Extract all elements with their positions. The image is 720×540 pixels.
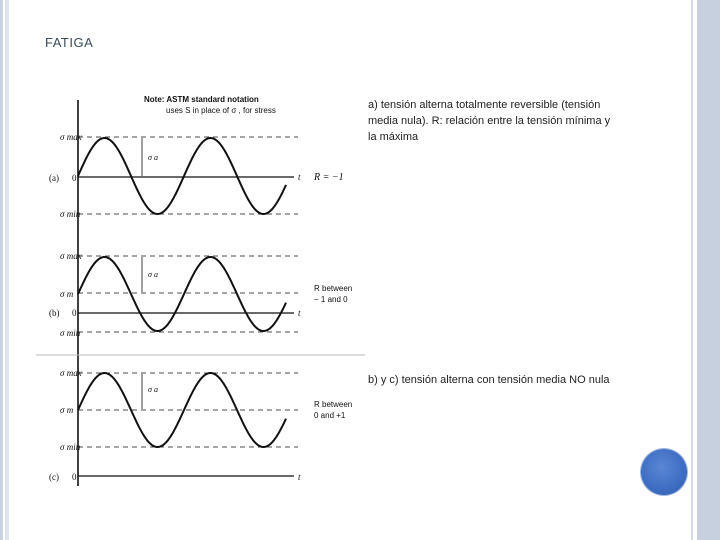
slide-nav-circle[interactable]: [641, 449, 687, 495]
panel-a-r-label: R = −1: [314, 172, 344, 183]
panel-a-smin-label: σ min: [60, 209, 81, 219]
note-line-1: Note: ASTM standard notation: [144, 95, 259, 104]
panel-a-t-label: t: [298, 172, 301, 182]
panel-b-sine-wave: [78, 257, 286, 331]
panel-b-label: (b): [49, 308, 60, 318]
panel-c-zero-label: 0: [72, 472, 77, 482]
note-line-2: uses S in place of σ , for stress: [166, 106, 276, 115]
caption-panels-b-c: b) y c) tensión alterna con tensión media NO nula: [368, 374, 610, 386]
panel-c-sm-label: σ m: [60, 405, 74, 415]
panel-a-smax-label: σ max: [60, 132, 82, 142]
panel-c-smin-label: σ min: [60, 442, 81, 452]
slide-title: FATIGA: [45, 35, 94, 50]
panel-a-sine-wave: [78, 138, 286, 214]
fatigue-stress-figure: [36, 88, 365, 494]
panel-b-smin-label: σ min: [60, 328, 81, 338]
panel-b-smax-label: σ max: [60, 251, 82, 261]
panel-b-sa-label: σ a: [148, 270, 158, 279]
panel-b-sm-label: σ m: [60, 289, 74, 299]
panel-b-zero-label: 0: [72, 308, 77, 318]
caption-panel-a: a) tensión alterna totalmente reversible (tensión media nula). R: relación entre la tensión mínima y la máxima: [368, 99, 611, 143]
panel-c-r-line2: 0 and +1: [314, 411, 346, 420]
panel-b-t-label: t: [298, 308, 301, 318]
panel-c-sa-label: σ a: [148, 385, 158, 394]
panel-c-r-line1: R between: [314, 400, 353, 409]
panel-a-zero-label: 0: [72, 173, 77, 183]
panel-b-r-line1: R between: [314, 284, 353, 293]
panel-c-t-label: t: [298, 472, 301, 482]
panel-a-sa-label: σ a: [148, 153, 158, 162]
slide-frame-right: [688, 0, 720, 540]
panel-c-label: (c): [49, 472, 59, 482]
panel-b-r-line2: − 1 and 0: [314, 295, 348, 304]
panel-a-label: (a): [49, 173, 59, 183]
slide-frame-left: [0, 0, 9, 540]
panel-c-smax-label: σ max: [60, 368, 82, 378]
